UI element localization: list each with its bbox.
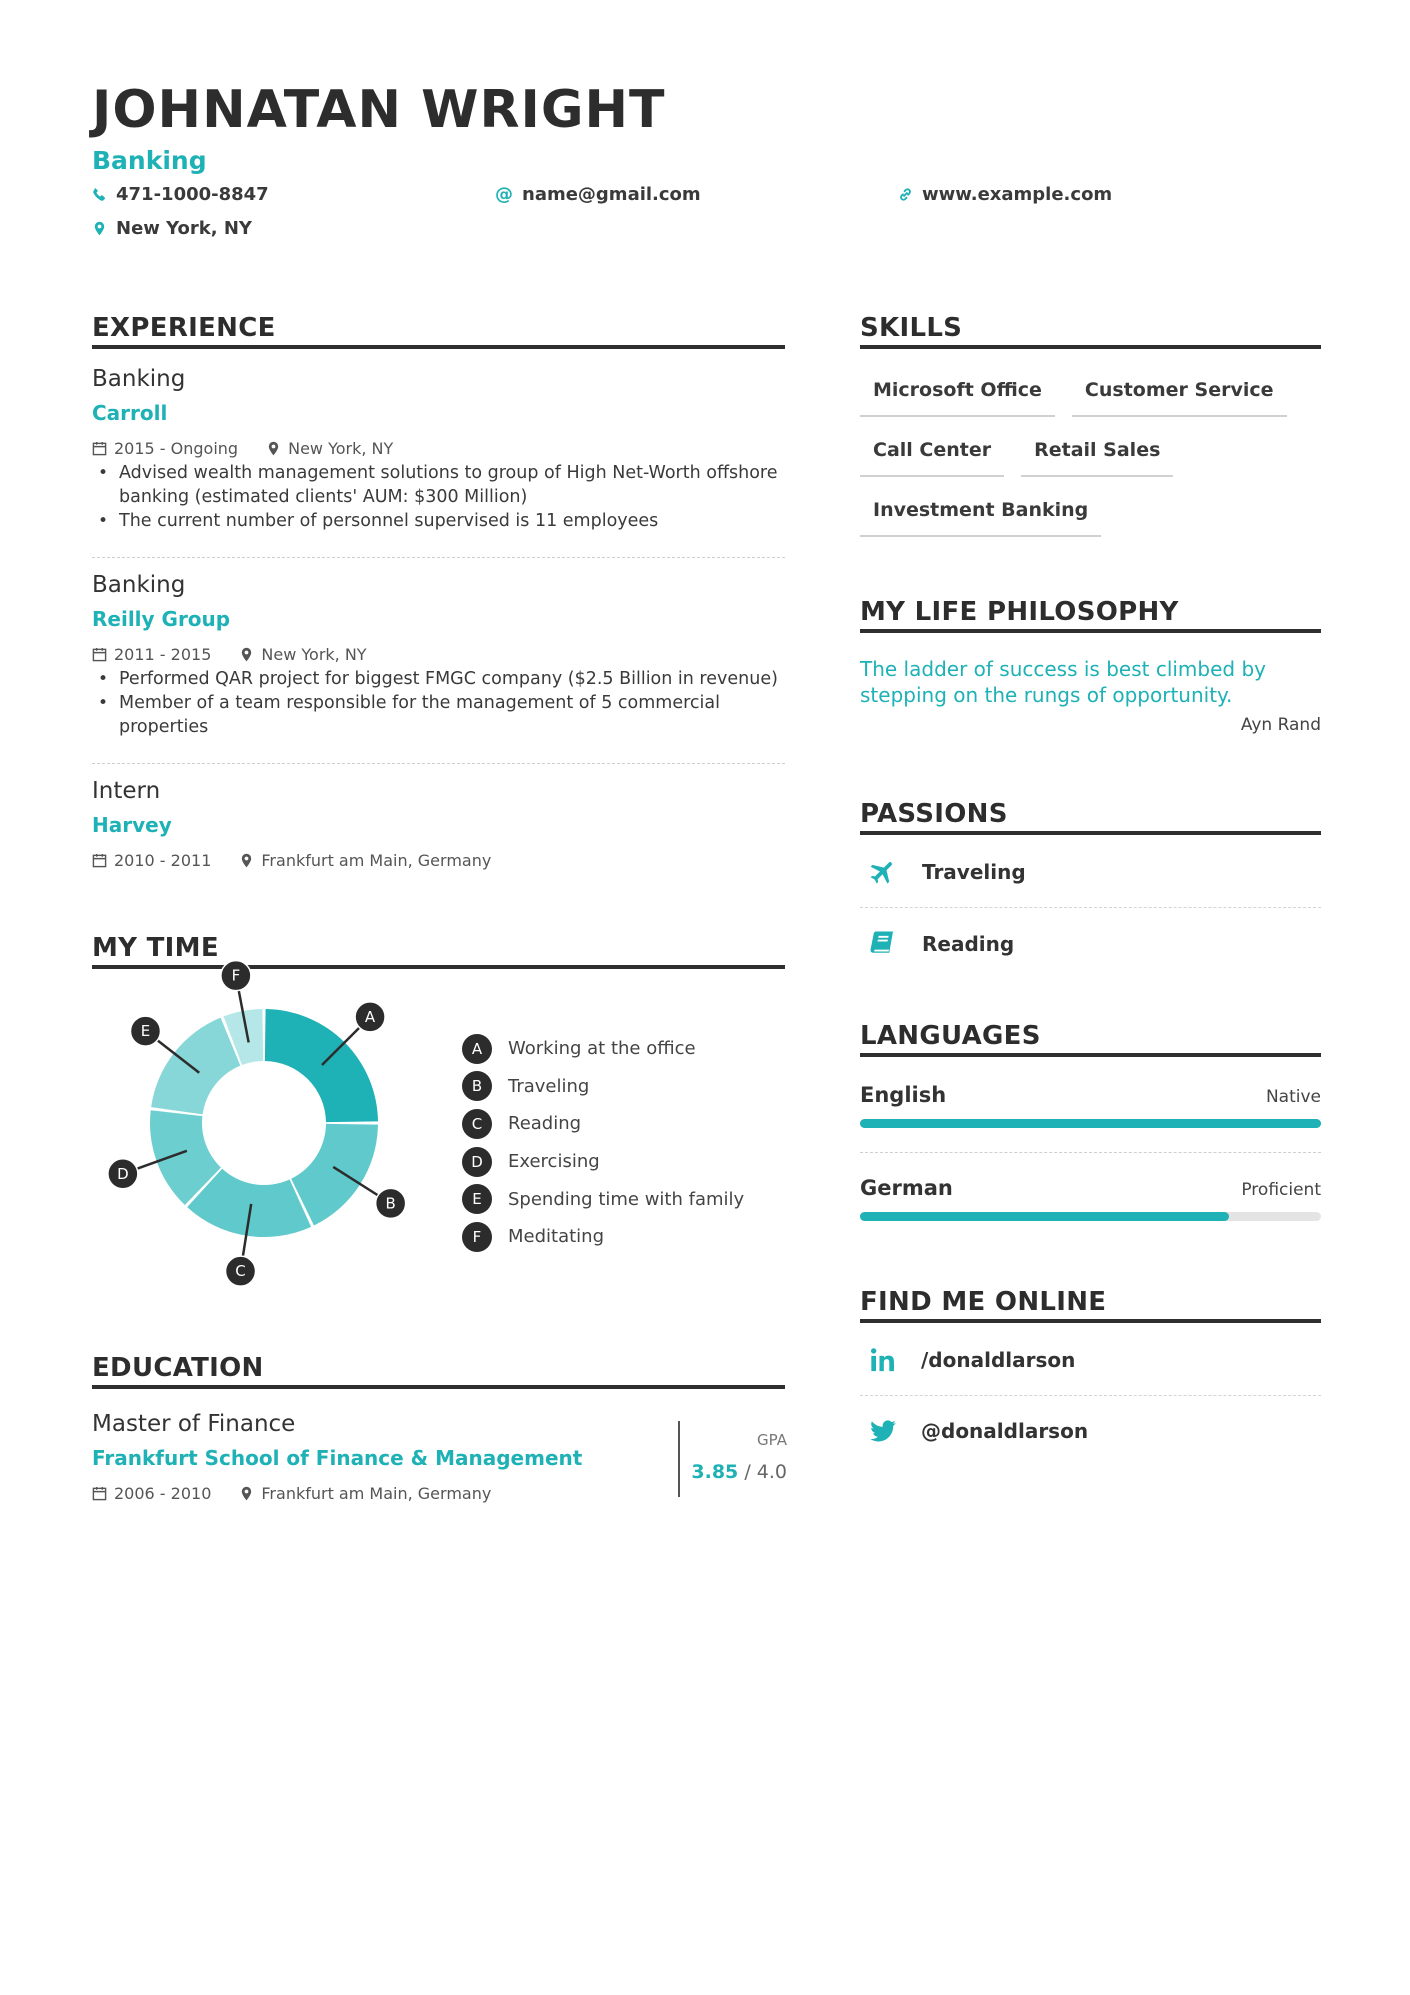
plane-icon	[868, 857, 898, 887]
legend-label: Reading	[508, 1113, 582, 1135]
skill-tag: Retail Sales	[1021, 431, 1173, 477]
donut-marker-label: D	[117, 1164, 129, 1183]
job-bullet: • Member of a team responsible for the management of 5 commercial properties	[92, 691, 785, 739]
job-company: Carroll	[92, 401, 168, 425]
skill-tag: Customer Service	[1072, 371, 1287, 417]
job-bullets	[92, 461, 785, 533]
degree: Master of Finance	[92, 1411, 296, 1437]
legend-marker: A	[462, 1034, 492, 1064]
phone-text: 471-1000-8847	[116, 184, 269, 205]
legend-marker: D	[462, 1147, 492, 1177]
candidate-name: JOHNATAN WRIGHT	[92, 80, 666, 140]
donut-marker-label: F	[231, 966, 241, 985]
online-heading: FIND ME ONLINE	[860, 1287, 1321, 1323]
philosophy-heading: MY LIFE PHILOSOPHY	[860, 597, 1321, 633]
online-item[interactable]	[860, 1325, 1321, 1396]
map-pin-icon	[92, 221, 107, 236]
calendar-icon	[92, 1486, 107, 1501]
legend-item	[462, 1068, 744, 1106]
legend-item	[462, 1105, 744, 1143]
quote-author: Ayn Rand	[1240, 715, 1321, 735]
philosophy-quote: The ladder of success is best climbed by stepping on the rungs of opportunity.	[860, 657, 1266, 707]
education-heading: EDUCATION	[92, 1353, 785, 1389]
link-icon	[898, 187, 913, 202]
job-dates: 2011 - 2015	[114, 644, 212, 664]
legend-marker: E	[462, 1184, 492, 1214]
language-bar	[860, 1119, 1321, 1128]
phone-icon	[92, 187, 107, 202]
education-location: Frankfurt am Main, Germany	[261, 1483, 492, 1503]
job-dates: 2015 - Ongoing	[114, 438, 239, 458]
legend-item	[462, 1218, 744, 1256]
language-bar	[860, 1212, 1321, 1221]
job-company: Harvey	[92, 813, 172, 837]
passion-item	[860, 909, 1321, 979]
donut-marker-label: E	[140, 1022, 151, 1041]
education-dates: 2006 - 2010	[114, 1483, 212, 1503]
website-text[interactable]: www.example.com	[922, 184, 1113, 205]
calendar-icon	[92, 853, 107, 868]
legend-item	[462, 1143, 744, 1181]
book-icon	[868, 929, 898, 959]
passion-label: Traveling	[922, 860, 1026, 884]
skills-list	[860, 371, 1330, 551]
passion-label: Reading	[922, 932, 1015, 956]
legend-label: Meditating	[508, 1226, 605, 1248]
divider	[92, 763, 785, 764]
job-meta	[92, 643, 785, 665]
donut-marker-label: C	[235, 1262, 246, 1281]
legend-marker: F	[462, 1222, 492, 1252]
job-role: Banking	[92, 366, 186, 392]
experience-item	[92, 572, 785, 739]
twitter-handle[interactable]: @donaldlarson	[921, 1419, 1089, 1443]
donut-slice-b	[291, 1124, 378, 1226]
languages-heading: LANGUAGES	[860, 1021, 1321, 1057]
job-location: Frankfurt am Main, Germany	[261, 850, 492, 870]
skill-tag: Microsoft Office	[860, 371, 1055, 417]
passions-heading: PASSIONS	[860, 799, 1321, 835]
at-icon: @	[495, 184, 513, 205]
location-contact	[92, 218, 252, 239]
skill-tag: Call Center	[860, 431, 1004, 477]
linkedin-handle[interactable]: /donaldlarson	[921, 1348, 1076, 1372]
job-dates: 2010 - 2011	[114, 850, 212, 870]
job-bullet: • Performed QAR project for biggest FMGC company ($2.5 Billion in revenue)	[92, 667, 785, 691]
donut-slice-e	[151, 1018, 240, 1115]
job-company: Reilly Group	[92, 607, 231, 631]
legend-marker: B	[462, 1071, 492, 1101]
map-pin-icon	[266, 441, 281, 456]
calendar-icon	[92, 441, 107, 456]
divider	[860, 1152, 1321, 1153]
job-bullet: • Advised wealth management solutions to group of High Net-Worth offshore banking (estimated clients' AUM: $300 Million)	[92, 461, 785, 509]
legend-marker: C	[462, 1109, 492, 1139]
language-item	[860, 1083, 1321, 1128]
linkedin-icon	[869, 1346, 897, 1374]
job-role: Banking	[92, 572, 186, 598]
experience-heading: EXPERIENCE	[92, 313, 785, 349]
language-item	[860, 1176, 1321, 1221]
time-donut-chart	[110, 966, 410, 1290]
language-bar-fill	[860, 1212, 1229, 1221]
language-level: Native	[1265, 1087, 1321, 1107]
twitter-icon	[869, 1417, 897, 1445]
calendar-icon	[92, 647, 107, 662]
job-role: Intern	[92, 778, 161, 804]
phone-contact	[92, 184, 269, 205]
time-legend	[462, 1030, 744, 1256]
language-level: Proficient	[1241, 1180, 1321, 1200]
candidate-title: Banking	[92, 146, 207, 175]
map-pin-icon	[239, 1486, 254, 1501]
email-contact[interactable]	[495, 184, 701, 205]
job-location: New York, NY	[261, 644, 367, 664]
legend-item	[462, 1180, 744, 1218]
legend-label: Spending time with family	[508, 1188, 745, 1210]
experience-item	[92, 366, 785, 533]
gpa-score: 3.85	[691, 1461, 739, 1483]
map-pin-icon	[239, 647, 254, 662]
gpa-box	[678, 1421, 787, 1497]
gpa-max: / 4.0	[744, 1461, 787, 1483]
gpa-value	[680, 1461, 787, 1483]
legend-item	[462, 1030, 744, 1068]
divider	[92, 557, 785, 558]
job-bullet: • The current number of personnel supervised is 11 employees	[92, 509, 785, 533]
job-bullets	[92, 667, 785, 739]
skill-tag: Investment Banking	[860, 491, 1101, 537]
passion-item	[860, 837, 1321, 908]
job-meta	[92, 849, 785, 871]
email-text[interactable]: name@gmail.com	[522, 184, 701, 205]
language-bar-fill	[860, 1119, 1321, 1128]
language-name: German	[860, 1176, 953, 1200]
donut-marker-label: B	[385, 1194, 396, 1213]
legend-label: Traveling	[508, 1075, 590, 1097]
experience-item	[92, 778, 785, 871]
school: Frankfurt School of Finance & Management	[92, 1446, 583, 1470]
skills-heading: SKILLS	[860, 313, 1321, 349]
website-contact[interactable]	[898, 184, 1112, 205]
map-pin-icon	[239, 853, 254, 868]
gpa-label: GPA	[757, 1431, 787, 1449]
online-item[interactable]	[860, 1396, 1321, 1466]
my-time-heading: MY TIME	[92, 933, 785, 969]
job-location: New York, NY	[288, 438, 394, 458]
legend-label: Exercising	[508, 1151, 600, 1173]
location-text: New York, NY	[116, 218, 252, 239]
legend-label: Working at the office	[508, 1038, 696, 1060]
donut-marker-label: A	[364, 1007, 376, 1026]
job-meta	[92, 437, 785, 459]
language-name: English	[860, 1083, 947, 1107]
